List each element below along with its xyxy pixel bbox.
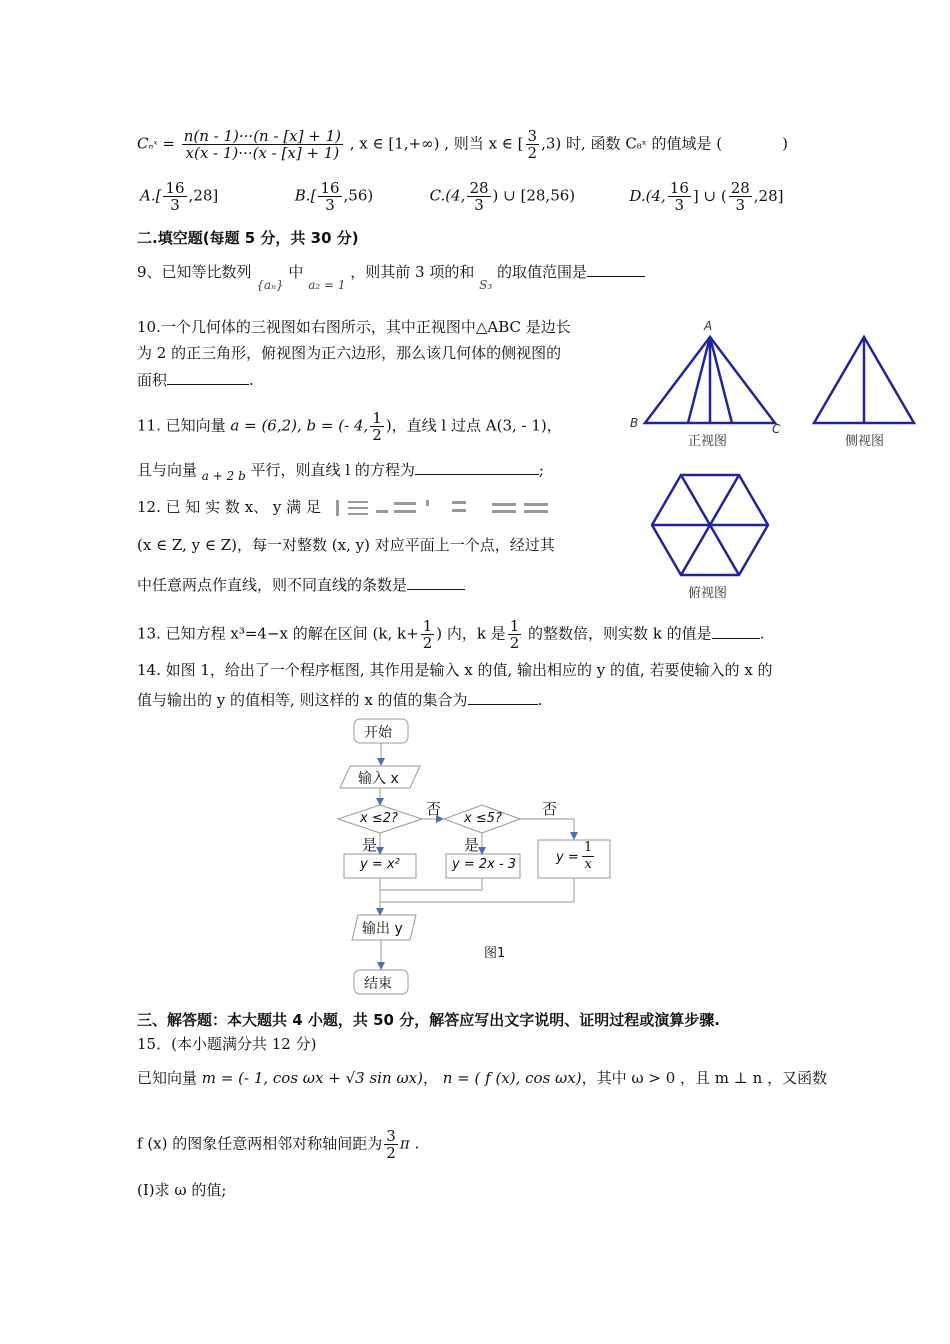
q15-line2 (137, 1128, 419, 1161)
side-view-label: 侧视图 (845, 434, 885, 449)
q8-cond-c: 的值域是 ( (646, 134, 723, 153)
q12-system-garbled (334, 498, 562, 518)
q8-c-symbol: C (137, 134, 149, 153)
flow-yes1-label: 是 (362, 836, 378, 854)
flow-out2-label: y = 2x - 3 (452, 857, 517, 872)
q14-answer-blank (468, 690, 538, 705)
q8-cond-den: 2 (527, 144, 538, 162)
q13-den: 2 (422, 634, 433, 652)
side-view (814, 337, 914, 423)
q13-text-b: ) 内，k 是 (436, 624, 506, 643)
q12-text-a: 12. 已 知 实 数 x、 y 满 足 (137, 498, 321, 516)
front-view-label: 正视图 (688, 434, 728, 449)
q9-seq: {aₙ} (256, 278, 284, 292)
q10-line3: 面积 . (137, 371, 254, 389)
q10-answer-blank (167, 370, 249, 385)
q8-opt-a-frac (163, 180, 186, 213)
q8-domain: , x ∈ [1,+∞) (349, 134, 440, 153)
three-views-figure (620, 315, 930, 605)
q15-frac-den: 2 (386, 1144, 396, 1162)
q8-opt-d-num2: 28 (730, 179, 750, 197)
flow-out3-num: 1 (584, 840, 593, 855)
label-a: A (704, 319, 713, 333)
q8-opt-b-frac (318, 180, 341, 213)
flow-end-label: 结束 (364, 976, 392, 992)
q8-opt-c-frac (467, 180, 490, 213)
q8-c8-sub: ₈ˣ (636, 137, 647, 152)
q9-text-c: ，则其前 3 项的和 (350, 263, 475, 281)
q9-text-b: 中 (288, 263, 304, 281)
q8-opt-d-den2: 3 (735, 196, 745, 214)
flow-out3-left: y = (556, 850, 579, 865)
q8-opt-d-label: D.(4, (629, 186, 666, 205)
q10-text: 面积 (137, 371, 168, 389)
top-view (652, 475, 768, 575)
q11-line2: 且与向量 $_{a + 2 b}$ 平行，则直线 l 的方程为 ; (137, 461, 544, 483)
q11-line2-a: 且与向量 (137, 461, 198, 479)
label-b: B (630, 416, 639, 430)
flow-no2-label: 否 (542, 800, 558, 818)
q12-answer-blank (407, 575, 465, 590)
q8-formula-num: n(n - 1)···(n - [x] + 1) (183, 127, 341, 145)
q15-frac-num: 3 (386, 1127, 396, 1145)
q14-line1: 14. 如图 1，给出了一个程序框图, 其作用是输入 x 的值, 输出相应的 y 的值, 若要使输入的 x 的 (137, 661, 773, 679)
q10-line1: 10.一个几何体的三视图如右图所示，其中正视图中△ABC 是边长 (137, 318, 571, 336)
q9-text-a: 9、已知等比数列 (137, 263, 252, 281)
q8-opt-c-rest: ) ∪ [28,56) (492, 186, 576, 205)
q15-head: 15．(本小题满分共 12 分) (137, 1035, 317, 1053)
q15-line1-b: ， (422, 1069, 438, 1087)
q11-line1 (137, 410, 562, 443)
q8-opt-c-label: C.(4, (429, 186, 466, 205)
q15-line1 (137, 1068, 827, 1088)
q8-opt-d-rest2: ,28] (753, 186, 784, 205)
q15-vector-m: m = (- 1, cos ωx + √3 sin ωx) (201, 1069, 423, 1087)
q8-opt-b-rest: ,56) (343, 186, 374, 205)
q8-formula-frac (182, 128, 343, 161)
flow-start-label: 开始 (364, 725, 392, 741)
q8-cond-b: ,3) 时, 函数 C (541, 134, 637, 153)
top-view-label: 俯视图 (688, 586, 728, 601)
section3-title: 三、解答题：本大题共 4 小题，共 50 分，解答应写出文字说明、证明过程或演算步骤. (137, 1011, 720, 1029)
q8-opt-d-frac2 (729, 180, 752, 213)
q13-frac1 (421, 618, 435, 651)
flow-output-label: 输出 y (362, 921, 403, 937)
front-view (645, 337, 775, 423)
q9-line (137, 262, 645, 292)
q10-line2: 为 2 的正三角形，俯视图为正六边形，那么该几何体的侧视图的 (137, 344, 562, 362)
q8-formula-den: x(x - 1)···(x - [x] + 1) (185, 144, 340, 162)
q9-sum: S₃ (479, 278, 493, 292)
q15-vector-n: n = ( f (x), cos ωx) (442, 1069, 582, 1087)
q11-frac-num: 1 (372, 409, 382, 427)
q11-line2-vec: a + 2 b (201, 469, 246, 483)
q8-close: ) (782, 134, 788, 153)
q15-frac (384, 1128, 398, 1161)
q11-answer-blank (415, 460, 539, 475)
flow-cond1-label: x ≤2? (360, 811, 398, 826)
q13-text-c: 的整数倍，则实数 k 的值是 (528, 624, 712, 643)
q11-line2-b: 平行，则直线 l 的方程为 (250, 461, 415, 479)
q15-part1: (Ⅰ)求 ω 的值; (137, 1181, 227, 1199)
q8-opt-d-rest: ] ∪ ( (692, 186, 727, 205)
q8-opt-a-den: 3 (170, 196, 180, 214)
flow-caption: 图1 (484, 946, 506, 961)
q11-frac (370, 410, 384, 443)
q8-opt-b-num: 16 (320, 179, 340, 197)
q13-answer-blank (712, 624, 760, 639)
q8-option-b (295, 180, 425, 213)
q8-opt-b-den: 3 (325, 196, 335, 214)
q15-line2-b: π . (399, 1134, 420, 1153)
q15-line2-a: f (x) 的图象任意两相邻对称轴间距为 (137, 1134, 383, 1153)
q8-formula-line: Cₙˣ = $\frac{n(n - 1)\cdot\cdot\cdot(n - [x] + 1)}{x(x - 1)\cdot\cdot\cdot(x - [x] + 1)}$ , x ∈ [1,+∞) , 则当 x ∈ [ $\frac{3}{2}$ ,3) 时, 函数 C₈ˣ 的值域是 ( ) (137, 127, 788, 162)
q12-line1 (137, 497, 562, 518)
flow-cond2-label: x ≤5? (464, 811, 502, 826)
q11-text-a: 11. 已知向量 (137, 416, 226, 435)
flow-out3-frac (582, 840, 594, 873)
q8-option-a (140, 180, 290, 213)
q8-opt-d-num: 16 (669, 179, 689, 197)
flow-yes2-label: 是 (464, 836, 480, 854)
q8-option-d (629, 179, 784, 214)
q13-den2: 2 (509, 634, 520, 652)
q8-options (140, 180, 784, 213)
q11-text-b: )，直线 l 过点 A(3, - 1)， (385, 416, 562, 435)
q15-line1-c: ，其中 ω > 0 ，且 m ⊥ n ，又函数 (581, 1069, 828, 1087)
flow-out1-label: y = x² (360, 857, 400, 872)
q12-text: 中任意两点作直线，则不同直线的条数是 (137, 576, 408, 594)
q8-cond-frac (526, 128, 540, 161)
q15-line1-a: 已知向量 (137, 1069, 198, 1087)
q8-opt-a-num: 16 (165, 179, 185, 197)
q9-text-d: 的取值范围是 (496, 263, 587, 281)
q13-frac2 (508, 618, 522, 651)
label-c: C (772, 422, 781, 436)
q8-opt-d-den: 3 (674, 196, 685, 214)
q8-opt-d-frac (668, 180, 691, 213)
flow-input-label: 输入 x (358, 771, 399, 787)
q8-cond-a: , 则当 x ∈ [ (444, 134, 524, 153)
q13-num: 1 (422, 617, 433, 635)
q8-opt-c-num: 28 (469, 179, 489, 197)
flowchart-figure (330, 712, 630, 1002)
q8-opt-c-den: 3 (474, 196, 484, 214)
q8-cond-num: 3 (527, 127, 538, 145)
q12-line2: (x ∈ Z, y ∈ Z)，每一对整数 (x, y) 对应平面上一个点，经过其 (137, 536, 555, 554)
q8-opt-a-rest: ,28] (188, 186, 219, 205)
flow-out3-den: x (584, 857, 592, 872)
section2-title: 二.填空题(每题 5 分，共 30 分) (137, 229, 359, 247)
q8-opt-a-label: A.[ (140, 186, 162, 205)
q14-text: 值与输出的 y 的值相等, 则这样的 x 的值的集合为 (137, 691, 468, 709)
q12-line3 (137, 575, 465, 595)
q8-option-c (430, 180, 625, 213)
q9-cond: a₂ = 1 (308, 278, 346, 292)
q13-text-a: 13. 已知方程 x³=4−x 的解在区间 (k, k+ (137, 624, 419, 643)
flow-no1-label: 否 (426, 800, 442, 818)
q11-frac-den: 2 (372, 426, 382, 444)
q8-opt-b-label: B.[ (294, 186, 317, 205)
q8-c-sub: ₙˣ (148, 137, 158, 152)
q13-line: 13. 已知方程 x³=4−x 的解在区间 (k, k+ $\frac{1}{2}$ ) 内，k 是 $\frac{1}{2}$ 的整数倍，则实数 k 的值是 . (137, 617, 765, 652)
q11-vectors: a = (6,2), b = (- 4, (230, 416, 369, 435)
q14-line2: 值与输出的 y 的值相等, 则这样的 x 的值的集合为 . (137, 691, 543, 709)
q13-num2: 1 (509, 617, 520, 635)
q9-answer-blank (587, 262, 645, 277)
